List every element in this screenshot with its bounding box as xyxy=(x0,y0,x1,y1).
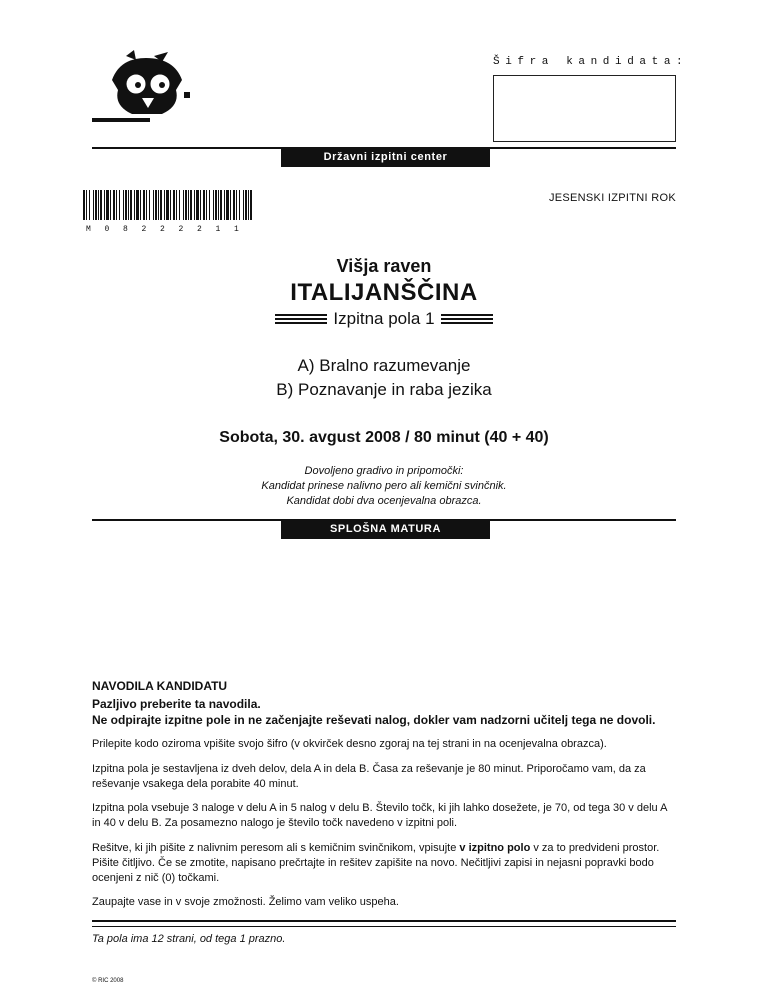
instruction-paragraph: Izpitna pola vsebuje 3 naloge v delu A in 5 nalog v delu B. Število točk, ki jih lahko dosežete, je 70, od tega 30 v delu A in 40 v delu B. Za posamezno nalogo je število točk navedeno v izpitni poli. xyxy=(92,802,667,829)
bottom-divider xyxy=(92,920,676,927)
part-a-title: A) Bralno razumevanje xyxy=(297,356,471,375)
exam-date: Sobota, 30. avgust 2008 / 80 minut (40 + 40) xyxy=(219,429,549,446)
barcode-digit: 2 xyxy=(160,225,165,234)
copyright: © RIC 2008 xyxy=(92,978,124,984)
barcode-digits xyxy=(83,225,253,235)
exam-subject: ITALIJANŠČINA xyxy=(290,279,478,306)
barcode-digit: 1 xyxy=(215,225,221,234)
instruction-text: v za to predvideni prostor. Pišite čitljivo. Če se zmotite, napisano prečrtajte in rešitev zapišite na novo. Nečitljivi zapisi in nejasni popravki bodo ocenjeni z nič (0) točkami. xyxy=(92,842,660,884)
barcode-digit: 2 xyxy=(141,225,147,234)
instruction-paragraph: Izpitna pola je sestavljena iz dveh delov, dela A in dela B. Časa za reševanje je 80 minut. Priporočamo vam, da za reševanje vsakega dela porabite 40 minut. xyxy=(92,763,646,790)
barcode xyxy=(83,190,253,220)
allowed-aids-heading: Dovoljeno gradivo in pripomočki: xyxy=(304,465,464,477)
exam-term: JESENSKI IZPITNI ROK xyxy=(548,192,676,204)
barcode-digit: 1 xyxy=(234,225,239,234)
paper-title-row xyxy=(0,307,768,331)
paper-title: Izpitna pola 1 xyxy=(333,309,435,328)
barcode-digit: 8 xyxy=(123,225,128,234)
matura-banner: SPLOŠNA MATURA xyxy=(281,520,490,539)
instruction-paragraph xyxy=(92,841,676,886)
candidate-code-label: Šifra kandidata: xyxy=(493,56,689,68)
decorative-lines-right xyxy=(441,314,493,324)
exam-level: Višja raven xyxy=(336,256,432,276)
instruction-emphasis: v izpitno polo xyxy=(459,842,531,854)
decorative-lines-left xyxy=(275,314,327,324)
barcode-digit: M xyxy=(86,225,91,234)
barcode-digit: 2 xyxy=(197,225,202,234)
instructions-title: NAVODILA KANDIDATU xyxy=(92,679,228,693)
instruction-paragraph: Prilepite kodo oziroma vpišite svojo šifro (v okvirček desno zgoraj na tej strani in na ocenjevalna obrazca). xyxy=(92,738,607,750)
candidate-code-box[interactable] xyxy=(493,75,676,142)
center-name-banner: Državni izpitni center xyxy=(281,148,490,167)
allowed-aids-line: Kandidat dobi dva ocenjevalna obrazca. xyxy=(286,495,482,507)
instructions-warning: Pazljivo preberite ta navodila. xyxy=(92,697,261,711)
allowed-aids-line: Kandidat prinese nalivno pero ali kemični svinčnik. xyxy=(261,480,507,492)
instruction-paragraph: Zaupajte vase in v svoje zmožnosti. Želimo vam veliko uspeha. xyxy=(92,896,399,908)
barcode-digit: 2 xyxy=(178,225,184,234)
instruction-text: Rešitve, ki jih pišite z nalivnim peresom ali s kemičnim svinčnikom, vpisujte xyxy=(92,842,460,854)
ric-owl-logo xyxy=(92,50,200,126)
instructions-warning: Ne odpirajte izpitne pole in ne začenjajte reševati nalog, dokler vam nadzorni učitelj tega ne dovoli. xyxy=(92,713,656,727)
pages-note: Ta pola ima 12 strani, od tega 1 prazno. xyxy=(92,933,286,945)
barcode-digit: 0 xyxy=(104,225,110,234)
part-b-title: B) Poznavanje in raba jezika xyxy=(276,380,492,399)
